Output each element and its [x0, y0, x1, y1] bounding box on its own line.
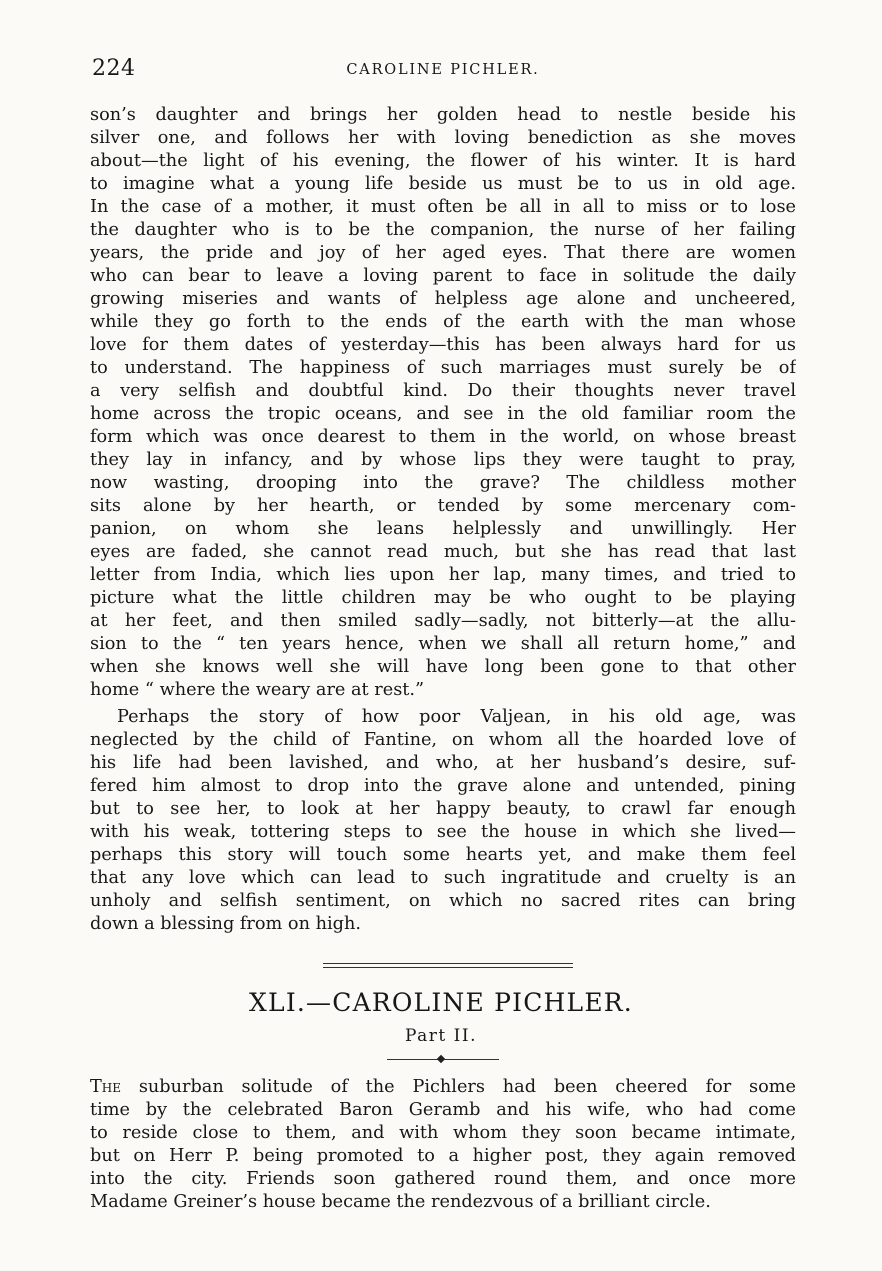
text-line: with his weak, tottering steps to see the house in which she lived— [90, 822, 796, 842]
text-line: the daughter who is to be the companion, the nurse of her failing [90, 220, 796, 240]
text-line: letter from India, which lies upon her lap, many times, and tried to [90, 565, 796, 585]
text-line: sits alone by her hearth, or tended by some mercenary com- [90, 496, 796, 516]
text-line: time by the celebrated Baron Geramb and his wife, who had come [90, 1100, 796, 1120]
text-line: who can bear to leave a loving parent to face in solitude the daily [90, 266, 796, 286]
text-line: they lay in infancy, and by whose lips they were taught to pray, [90, 450, 796, 470]
text-line: form which was once dearest to them in the world, on whose breast [90, 427, 796, 447]
text-line: fered him almost to drop into the grave alone and untended, pining [90, 776, 796, 796]
text-line: son’s daughter and brings her golden head to nestle beside his [90, 105, 796, 125]
text-line: sion to the “ ten years hence, when we shall all return home,” and [90, 634, 796, 654]
section-divider-top [323, 963, 573, 964]
text-line: down a blessing from on high. [90, 914, 361, 934]
text-line: Madame Greiner’s house became the rendezvous of a brilliant circle. [90, 1192, 711, 1212]
text-line: growing miseries and wants of helpless age alone and uncheered, [90, 289, 796, 309]
running-title: CAROLINE PICHLER. [346, 62, 540, 78]
page-header [92, 56, 794, 88]
ornament-diamond-icon [437, 1055, 445, 1063]
text-line: home across the tropic oceans, and see in the old familiar room the [90, 404, 796, 424]
text-line: while they go forth to the ends of the earth with the man whose [90, 312, 796, 332]
text-line: to understand. The happiness of such marriages must surely be of [90, 358, 796, 378]
first-line-rest: suburban solitude of the Pichlers had been cheered for some [121, 1077, 796, 1097]
text-line: that any love which can lead to such ingratitude and cruelty is an [90, 868, 796, 888]
text-line: to reside close to them, and with whom they soon became intimate, [90, 1123, 796, 1143]
text-line: perhaps this story will touch some hearts yet, and make them feel [90, 845, 796, 865]
section-divider-bottom [323, 967, 573, 968]
text-line: picture what the little children may be who ought to be playing [90, 588, 796, 608]
paragraph-one [90, 104, 796, 702]
text-line: when she knows well she will have long been gone to that other [90, 657, 796, 677]
text-line: about—the light of his evening, the flower of his winter. It is hard [90, 151, 796, 171]
text-line [90, 1076, 796, 1099]
text-line: his life had been lavished, and who, at her husband’s desire, suf- [90, 753, 796, 773]
text-line: now wasting, drooping into the grave? The childless mother [90, 473, 796, 493]
text-line: unholy and selfish sentiment, on which no sacred rites can bring [90, 891, 796, 911]
text-line: but on Herr P. being promoted to a higher post, they again removed [90, 1146, 796, 1166]
section-title: XLI.—CAROLINE PICHLER. [249, 988, 633, 1017]
paragraph-three [90, 1076, 796, 1214]
text-line: panion, on whom she leans helplessly and unwillingly. Her [90, 519, 796, 539]
part-label: Part II. [404, 1026, 477, 1046]
text-line: eyes are faded, she cannot read much, but she has read that last [90, 542, 796, 562]
text-line: but to see her, to look at her happy beauty, to crawl far enough [90, 799, 796, 819]
text-line: love for them dates of yesterday—this has been always hard for us [90, 335, 796, 355]
page-number: 224 [92, 56, 136, 81]
ornament-divider [387, 1056, 499, 1064]
text-line: into the city. Friends soon gathered round them, and once more [90, 1169, 796, 1189]
text-line: years, the pride and joy of her aged eyes. That there are women [90, 243, 796, 263]
text-line: home “ where the weary are at rest.” [90, 680, 425, 700]
text-line: a very selfish and doubtful kind. Do their thoughts never travel [90, 381, 796, 401]
text-line: silver one, and follows her with loving benediction as she moves [90, 128, 796, 148]
paragraph-two [90, 706, 796, 936]
text-line: neglected by the child of Fantine, on whom all the hoarded love of [90, 730, 796, 750]
text-line: Perhaps the story of how poor Valjean, in his old age, was [117, 707, 796, 727]
text-line: at her feet, and then smiled sadly—sadly, not bitterly—at the allu- [90, 611, 796, 631]
text-line: In the case of a mother, it must often be all in all to miss or to lose [90, 197, 796, 217]
lead-word: The [90, 1077, 122, 1097]
text-line: to imagine what a young life beside us must be to us in old age. [90, 174, 796, 194]
